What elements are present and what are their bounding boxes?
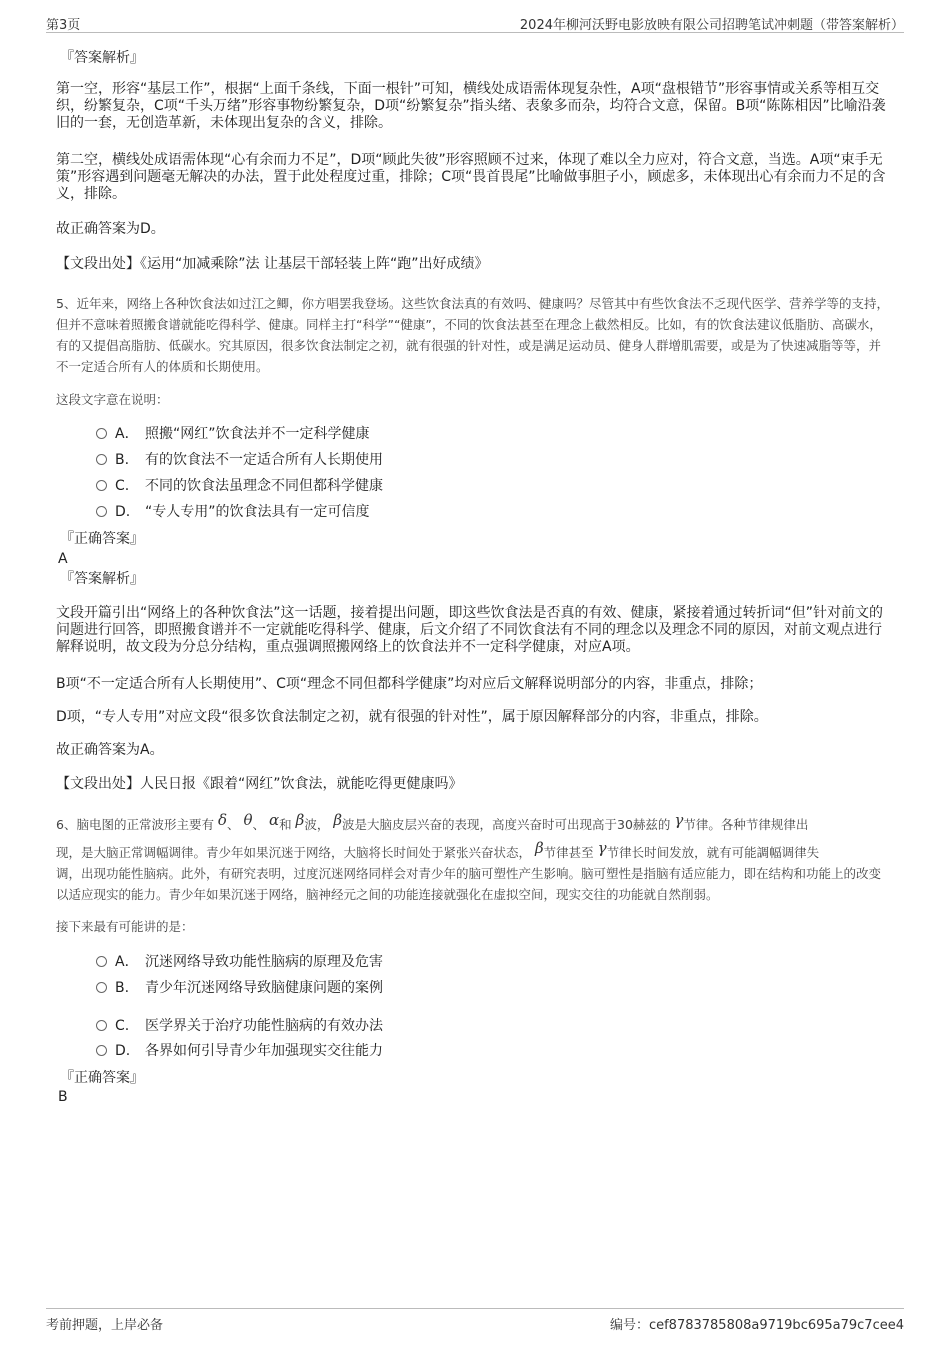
q5-analysis-label: 『答案解析』 [60,571,144,587]
q6-stem-line1: 6、脑电图的正常波形主要有 δ、 θ、 α和 β波， β波是大脑皮层兴奋的表现，高度兴奋时可出现高于30赫兹的 γ节律。各种节律规律出 [56,811,809,832]
footer-slogan: 考前押题，上岸必备 [46,1318,164,1333]
q4-analysis-label: 『答案解析』 [60,50,144,66]
radio-icon[interactable] [96,956,107,967]
radio-icon[interactable] [96,982,107,993]
q6-option-a[interactable]: A． 沉迷网络导致功能性脑病的原理及危害 [96,952,383,972]
q5-analysis-p2: B项“不一定适合所有人长期使用”、C项“理念不同但都科学健康”均对应后文解释说明部分的内容，非重点，排除； [56,676,763,692]
q6-option-c[interactable]: C. 医学界关于治疗功能性脑病的有效办法 [96,1016,383,1036]
q5-option-b[interactable]: B. 有的饮食法不一定适合所有人长期使用 [96,450,383,470]
document-title: 2024年柳河沃野电影放映有限公司招聘笔试冲刺题（带答案解析） [519,18,904,33]
q5-answer-line: 故正确答案为A。 [56,742,164,758]
q4-source: 【文段出处】《运用“加减乘除”法 让基层干部轻装上阵“跑”出好成绩》 [56,256,489,272]
radio-icon[interactable] [96,480,107,491]
q4-analysis-p1: 第一空，形容“基层工作”，根据“上面千条线，下面一根针”可知，横线处成语需体现复杂性，A项“盘根错节”形容事情或关系等相互交织，纷繁复杂，C项“千头万绪”形容事物纷繁复杂，D项“纷繁复杂”指头绪、表象多而杂，均符合文意，保留。B项“陈陈相因”比喻沿袭旧的一套，无创造革新，未体现出复杂的含义，排除。 [56,81,886,131]
radio-icon[interactable] [96,1020,107,1031]
document-id: 编号：cef8783785808a9719bc695a79c7cee4 [609,1318,904,1333]
header-divider [46,32,904,33]
page-number: 第3页 [46,18,81,33]
q5-correct-answer: A [58,551,68,567]
beta-symbol: β [333,811,342,829]
q6-option-b[interactable]: B. 青少年沉迷网络导致脑健康问题的案例 [96,978,383,998]
q4-answer-line: 故正确答案为D。 [56,221,165,237]
q6-option-d[interactable]: D. 各界如何引导青少年加强现实交往能力 [96,1041,383,1061]
gamma-symbol: γ [597,839,607,857]
theta-symbol: θ [243,811,253,829]
q4-analysis-p2: 第二空，横线处成语需体现“心有余而力不足”，D项“顾此失彼”形容照顾不过来，体现了难以全力应对，符合文意，当选。A项“束手无策”形容遇到问题毫无解决的办法，置于此处程度过重，排除；C项“畏首畏尾”比喻做事胆子小，顾虑多，未体现出心有余而力不足的含义，排除。 [56,152,886,202]
radio-icon[interactable] [96,454,107,465]
beta-symbol: β [535,839,544,857]
q6-stem-rest: 调，出现功能性脑病。此外，有研究表明，过度沉迷网络同样会对青少年的脑可塑性产生影响。脑可塑性是指脑有适应能力，即在结构和功能上的改变以适应现实的能力。青少年如果沉迷于网络，脑神经元之间的功能连接就强化在虚拟空间，现实交往的功能就自然削弱。 [56,866,882,902]
beta-symbol: β [295,811,305,829]
gamma-symbol: γ [674,811,684,829]
q5-option-c[interactable]: C. 不同的饮食法虽理念不同但都科学健康 [96,476,383,496]
q6-correct-answer: B [58,1089,68,1105]
page-header [0,0,950,34]
q6-stem-line2: 现，是大脑正常调幅调律。青少年如果沉迷于网络，大脑将长时间处于紧张兴奋状态， β节律甚至 γ节律长时间发放，就有可能調幅调律失 [56,839,820,860]
q5-stem: 5、近年来，网络上各种饮食法如过江之鲫，你方唱罢我登场。这些饮食法真的有效吗、健康吗？尽管其中有些饮食法不乏现代医学、营养学等的支持，但并不意味着照搬食谱就能吃得科学、健康。同样主打“科学”“健康”，不同的饮食法甚至在理念上截然相反。比如，有的饮食法建议低脂肪、高碳水，有的又提倡高脂肪、低碳水。究其原因，很多饮食法制定之初，就有很强的针对性，或是满足运动员、健身人群增肌需要，或是为了快速减脂等等，并不一定适合所有人的体质和长期使用。 [56,296,889,374]
radio-icon[interactable] [96,506,107,517]
footer-divider [46,1308,904,1309]
q5-analysis-p3: D项，“专人专用”对应文段“很多饮食法制定之初，就有很强的针对性”，属于原因解释部分的内容，非重点，排除。 [56,709,768,725]
q5-question: 这段文字意在说明： [56,392,169,407]
q5-option-d[interactable]: D. “专人专用”的饮食法具有一定可信度 [96,502,370,522]
q6-correct-label: 『正确答案』 [60,1070,144,1086]
q5-option-a[interactable]: A． 照搬“网红”饮食法并不一定科学健康 [96,424,370,444]
q5-analysis-p1: 文段开篇引出“网络上的各种饮食法”这一话题，接着提出问题，即这些饮食法是否真的有效、健康，紧接着通过转折词“但”针对前文的问题进行回答，即照搬食谱并不一定就能吃得科学、健康，后文介绍了不同饮食法有不同的理念以及理念不同的原因，对前文观点进行解释说明，故文段为分总分结构，重点强调照搬网络上的饮食法并不一定科学健康，对应A项。 [56,605,884,655]
radio-icon[interactable] [96,1045,107,1056]
delta-symbol: δ [217,811,227,829]
alpha-symbol: α [269,811,280,829]
radio-icon[interactable] [96,428,107,439]
q5-source: 【文段出处】人民日报《跟着“网红”饮食法，就能吃得更健康吗》 [56,776,463,792]
q6-question: 接下来最有可能讲的是： [56,919,194,934]
q5-correct-label: 『正确答案』 [60,531,144,547]
